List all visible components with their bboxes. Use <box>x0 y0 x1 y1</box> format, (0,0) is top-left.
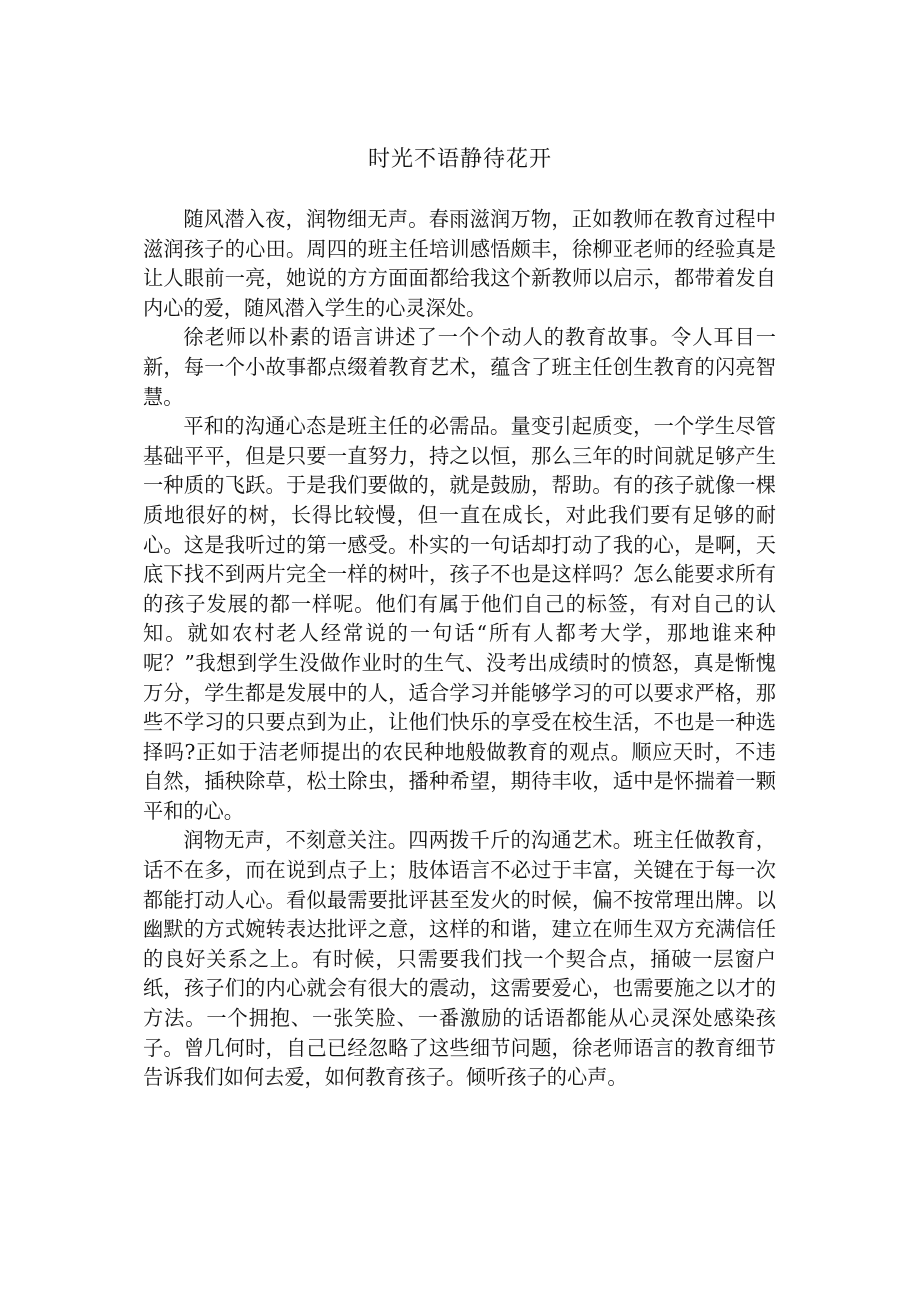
paragraph-2: 徐老师以朴素的语言讲述了一个个动人的教育故事。令人耳目一新，每一个小故事都点缀着教育艺术，蕴含了班主任创生教育的闪亮智慧。 <box>143 325 776 409</box>
paragraph-4: 润物无声，不刻意关注。四两拨千斤的沟通艺术。班主任做教育，话不在多，而在说到点子上；肢体语言不必过于丰富，关键在于每一次都能打动人心。看似最需要批评甚至发火的时候，偏不按常理出牌。以幽默的方式婉转表达批评之意，这样的和谐，建立在师生双方充满信任的良好关系之上。有时候，只需要我们找一个契合点，捅破一层窗户纸，孩子们的内心就会有很大的震动，这需要爱心，也需要施之以才的方法。一个拥抱、一张笑脸、一番激励的话语都能从心灵深处感染孩子。曾几何时，自己已经忽略了这些细节问题，徐老师语言的教育细节告诉我们如何去爱，如何教育孩子。倾听孩子的心声。 <box>143 828 776 1090</box>
paragraph-1: 随风潜入夜，润物细无声。春雨滋润万物，正如教师在教育过程中滋润孩子的心田。周四的班主任培训感悟颇丰，徐柳亚老师的经验真是让人眼前一亮，她说的方方面面都给我这个新教师以启示，都带着发自内心的爱，随风潜入学生的心灵深处。 <box>143 207 776 320</box>
document-title: 时光不语静待花开 <box>367 147 552 172</box>
document-body <box>143 205 776 1093</box>
paragraph-3: 平和的沟通心态是班主任的必需品。量变引起质变，一个学生尽管基础平平，但是只要一直努力，持之以恒，那么三年的时间就足够产生一种质的飞跃。于是我们要做的，就是鼓励，帮助。有的孩子就像一棵质地很好的树，长得比较慢，但一直在成长，对此我们要有足够的耐心。这是我听过的第一感受。朴实的一句话却打动了我的心，是啊，天底下找不到两片完全一样的树叶，孩子不也是这样吗？怎么能要求所有的孩子发展的都一样呢。他们有属于他们自己的标签，有对自己的认知。就如农村老人经常说的一句话“所有人都考大学，那地谁来种呢？”我想到学生没做作业时的生气、没考出成绩时的愤怒，真是惭愧万分，学生都是发展中的人，适合学习并能够学习的可以要求严格，那些不学习的只要点到为止，让他们快乐的享受在校生活，不也是一种选择吗?正如于洁老师提出的农民种地般做教育的观点。顺应天时，不违自然，插秧除草，松土除虫，播种希望，期待丰收，适中是怀揣着一颗平和的心。 <box>143 414 776 823</box>
